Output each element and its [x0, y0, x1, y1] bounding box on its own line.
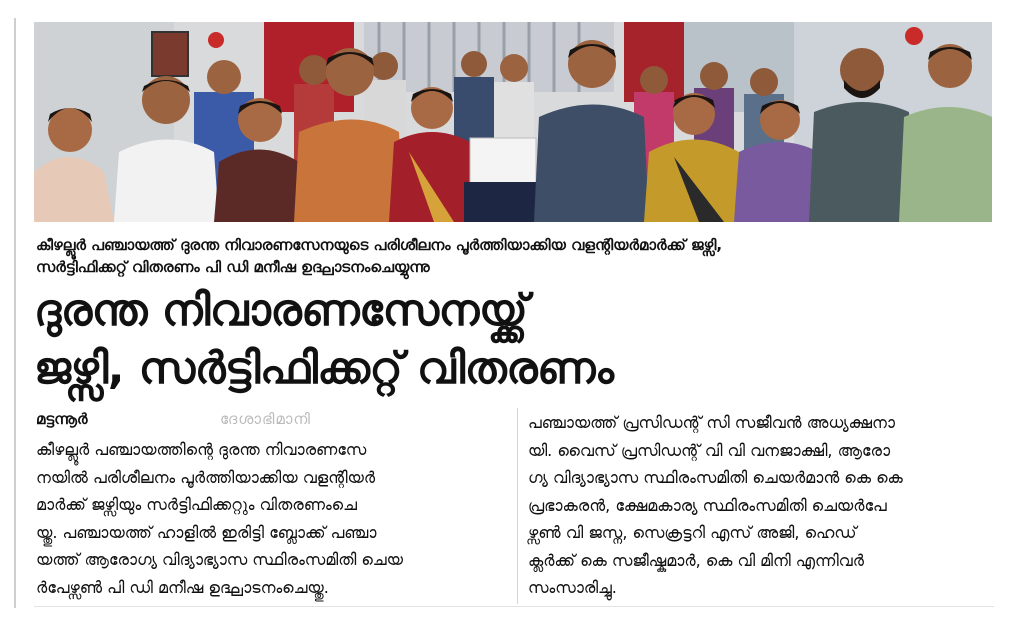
page-edge-rule: [14, 18, 16, 608]
body-line: നയിൽ പരിശീലനം പൂർത്തിയാക്കിയ വളന്റിയർ: [36, 467, 376, 487]
body-line: മാർക്ക് ജഴ്സിയും സർട്ടിഫിക്കറ്റും വിതരണംചെ: [36, 495, 357, 514]
bottom-rule: [34, 606, 994, 607]
group-photo-icon: [34, 22, 992, 222]
body-line: യത്ത് ആരോഗ്യ വിദ്യാഭ്യാസ സ്ഥിരംസമിതി ചെയ: [36, 550, 404, 569]
body-line: ക്ലർക്ക് കെ സജീഷ്കുമാർ, കെ വി മിനി എന്നിവർ: [528, 550, 864, 570]
body-line: യി. വൈസ് പ്രസിഡന്റ് വി വി വനജാക്ഷി, ആരോ: [528, 440, 891, 460]
body-line: പഞ്ചായത്ത് പ്രസിഡന്റ് സി സജീവൻ അധ്യക്ഷനാ: [528, 413, 895, 432]
article-column-left: [36, 436, 510, 601]
body-line: കീഴല്ലൂർ പഞ്ചായത്തിന്റെ ദുരന്ത നിവാരണസേ: [36, 440, 367, 459]
body-line: സംസാരിച്ചു.: [528, 578, 617, 597]
body-line: യ്തു. പഞ്ചായത്ത് ഹാളിൽ ഇരിട്ടി ബ്ലോക്ക് പഞ്ചാ: [36, 522, 377, 542]
body-line: ഴ്സൺ വി ജസ്ന, സെക്രട്ടറി എസ് അജി, ഹെഡ്: [528, 523, 857, 542]
article-headline: [34, 282, 994, 398]
headline-line: ജഴ്സി, സർട്ടിഫിക്കറ്റ് വിതരണം: [34, 343, 614, 394]
body-line: ഗ്യ വിദ്യാഭ്യാസ സ്ഥിരംസമിതി ചെയർമാൻ കെ കെ: [528, 468, 903, 487]
news-photo: [34, 22, 992, 222]
photo-caption: [36, 234, 986, 278]
article-column-right: [528, 409, 998, 602]
caption-line: സർട്ടിഫിക്കറ്റ് വിതരണം പി ഡി മനീഷ ഉദ്ഘാടനംചെയ്യുന്നു: [36, 258, 430, 276]
body-line: പ്രഭാകരൻ, ക്ഷേമകാര്യ സ്ഥിരംസമിതി ചെയർപേ: [528, 495, 887, 515]
dateline: മട്ടന്നൂർ: [36, 410, 88, 428]
column-divider: [517, 408, 518, 604]
headline-line: ദുരന്ത നിവാരണസേനയ്ക്ക്: [34, 285, 528, 336]
body-line: ർപേഴ്സൺ പി ഡി മനീഷ ഉദ്ഘാടനംചെയ്തു.: [36, 577, 329, 597]
caption-line: കീഴല്ലൂർ പഞ്ചായത്ത് ദുരന്ത നിവാരണസേനയുടെ പരിശീലനം പൂർത്തിയാക്കിയ വളന്റിയർമാർക്ക് ജഴ്സി,: [36, 236, 723, 254]
publication-watermark: ദേശാഭിമാനി: [220, 410, 311, 428]
